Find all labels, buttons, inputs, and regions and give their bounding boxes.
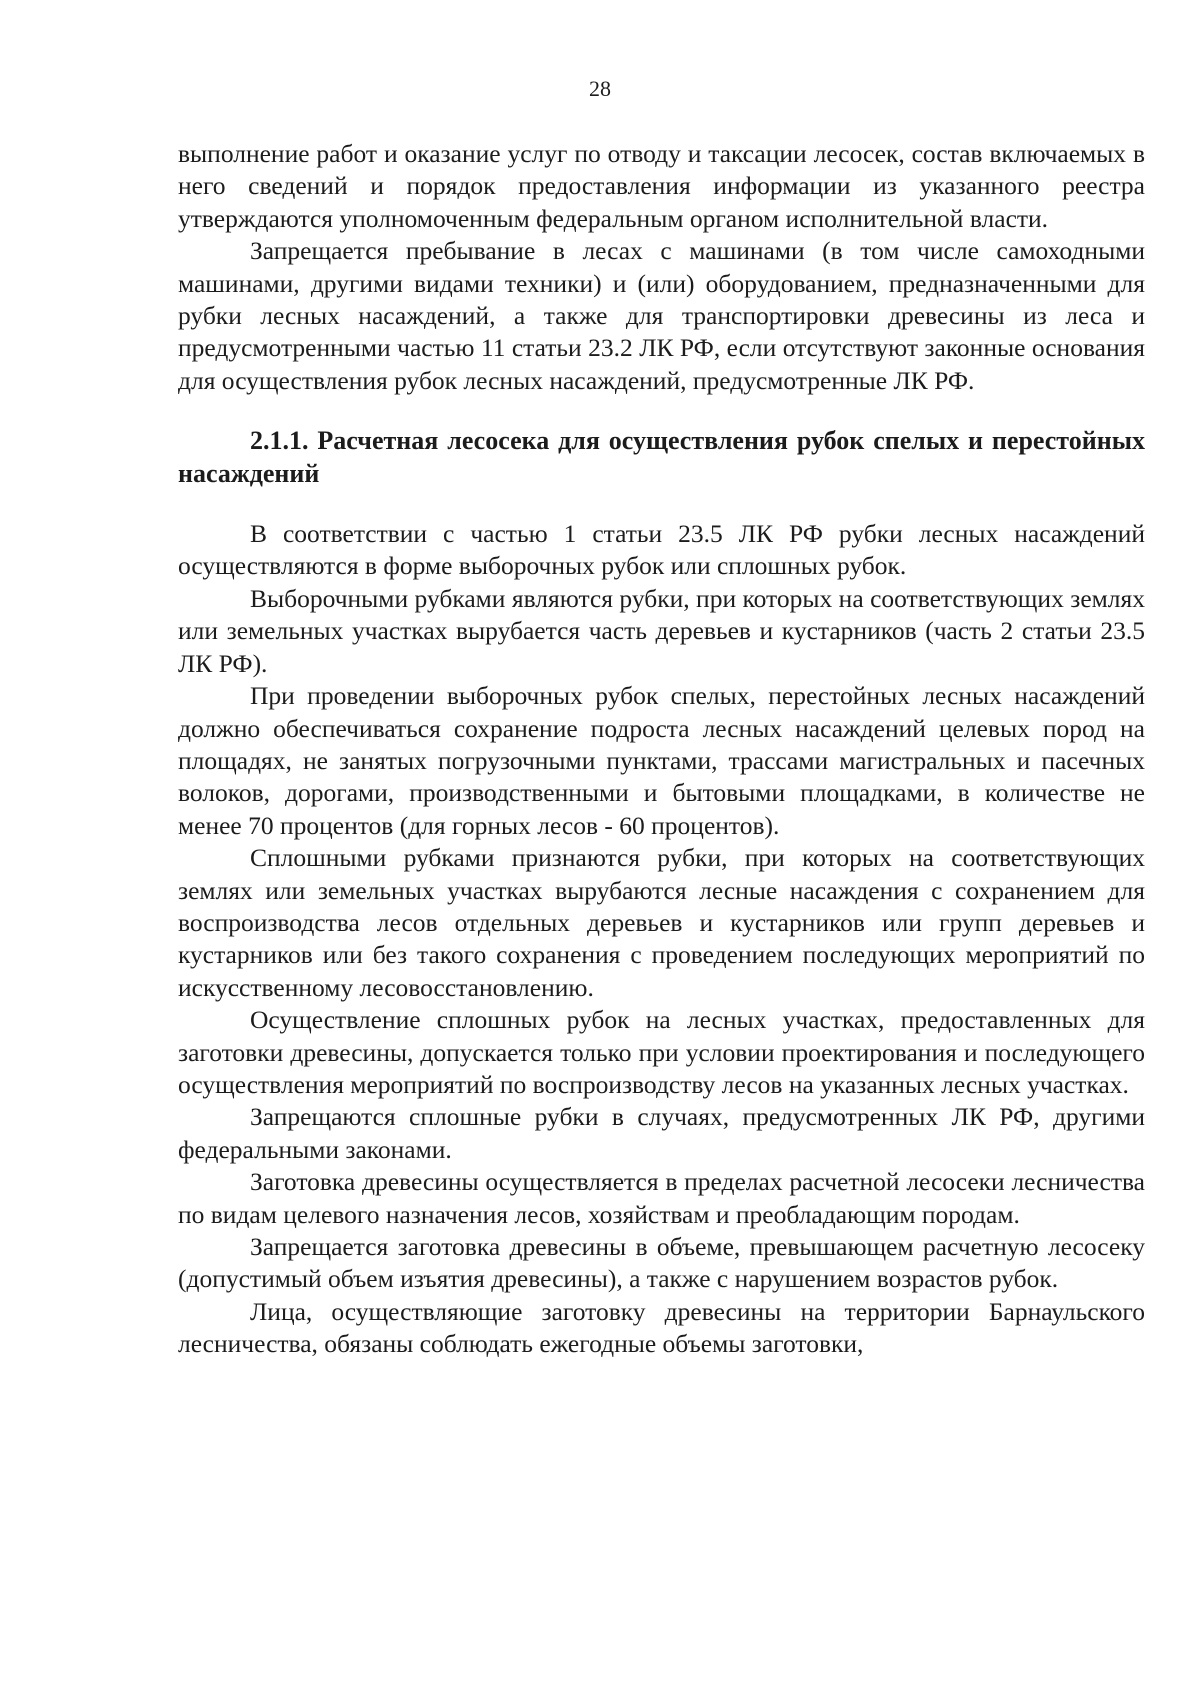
document-body [178,138,1145,1361]
section-heading: 2.1.1. Расчетная лесосека для осуществления рубок спелых и перестойных насаждений [178,426,1145,488]
paragraph-machines-prohibition: Запрещается пребывание в лесах с машинами (в том числе самоходными машинами, другими видами техники) и (или) оборудованием, предназначенными для рубки лесных насаждений, а также для транспортировки древесины из леса и предусмотренными частью 11 статьи 23.2 ЛК РФ, если отсутствуют законные основания для осуществления рубок лесных насаждений, предусмотренные ЛК РФ. [178,236,1145,395]
paragraph-forms-of-felling: В соответствии с частью 1 статьи 23.5 ЛК РФ рубки лесных насаждений осуществляются в форме выборочных рубок или сплошных рубок. [178,519,1145,581]
paragraph-clear-felling-prohibited: Запрещаются сплошные рубки в случаях, предусмотренных ЛК РФ, другими федеральными законами. [178,1102,1145,1164]
paragraph-harvest-obligations: Лица, осуществляющие заготовку древесины на территории Барнаульского лесничества, обязаны соблюдать ежегодные объемы заготовки, [178,1296,1145,1359]
paragraph-reestr-continuation: выполнение работ и оказание услуг по отводу и таксации лесосек, состав включаемых в него сведений и порядок предоставления информации из указанного реестра утверждаются уполномоченным федеральным органом исполнительной власти. [178,139,1145,233]
paragraph-selective-felling: Выборочными рубками являются рубки, при которых на соответствующих землях или земельных участках вырубается часть деревьев и кустарников (часть 2 статьи 23.5 ЛК РФ). [178,583,1145,678]
paragraph-harvest-excess-prohibited: Запрещается заготовка древесины в объеме, превышающем расчетную лесосеку (допустимый объем изъятия древесины), а также с нарушением возрастов рубок. [178,1232,1145,1294]
paragraph-harvest-limits: Заготовка древесины осуществляется в пределах расчетной лесосеки лесничества по видам целевого назначения лесов, хозяйствам и преобладающим породам. [178,1167,1145,1229]
page-number: 28 [589,76,611,101]
paragraph-clear-felling-conditions: Осуществление сплошных рубок на лесных участках, предоставленных для заготовки древесины, допускается только при условии проектирования и последующего осуществления мероприятий по воспроизводству лесов на указанных лесных участках. [178,1005,1145,1099]
paragraph-clear-felling: Сплошными рубками признаются рубки, при которых на соответствующих землях или земельных участках вырубаются лесные насаждения с сохранением для воспроизводства лесов отдельных деревьев и кустарников или групп деревьев и кустарников или без такого сохранения с проведением последующих мероприятий по искусственному лесовосстановлению. [178,843,1145,1002]
paragraph-undergrowth-preservation: При проведении выборочных рубок спелых, перестойных лесных насаждений должно обеспечиваться сохранение подроста лесных насаждений целевых пород на площадях, не занятых погрузочными пунктами, трассами магистральных и пасечных волоков, дорогами, производственными и бытовыми площадками, в количестве не менее 70 процентов (для горных лесов - 60 процентов). [178,681,1145,840]
